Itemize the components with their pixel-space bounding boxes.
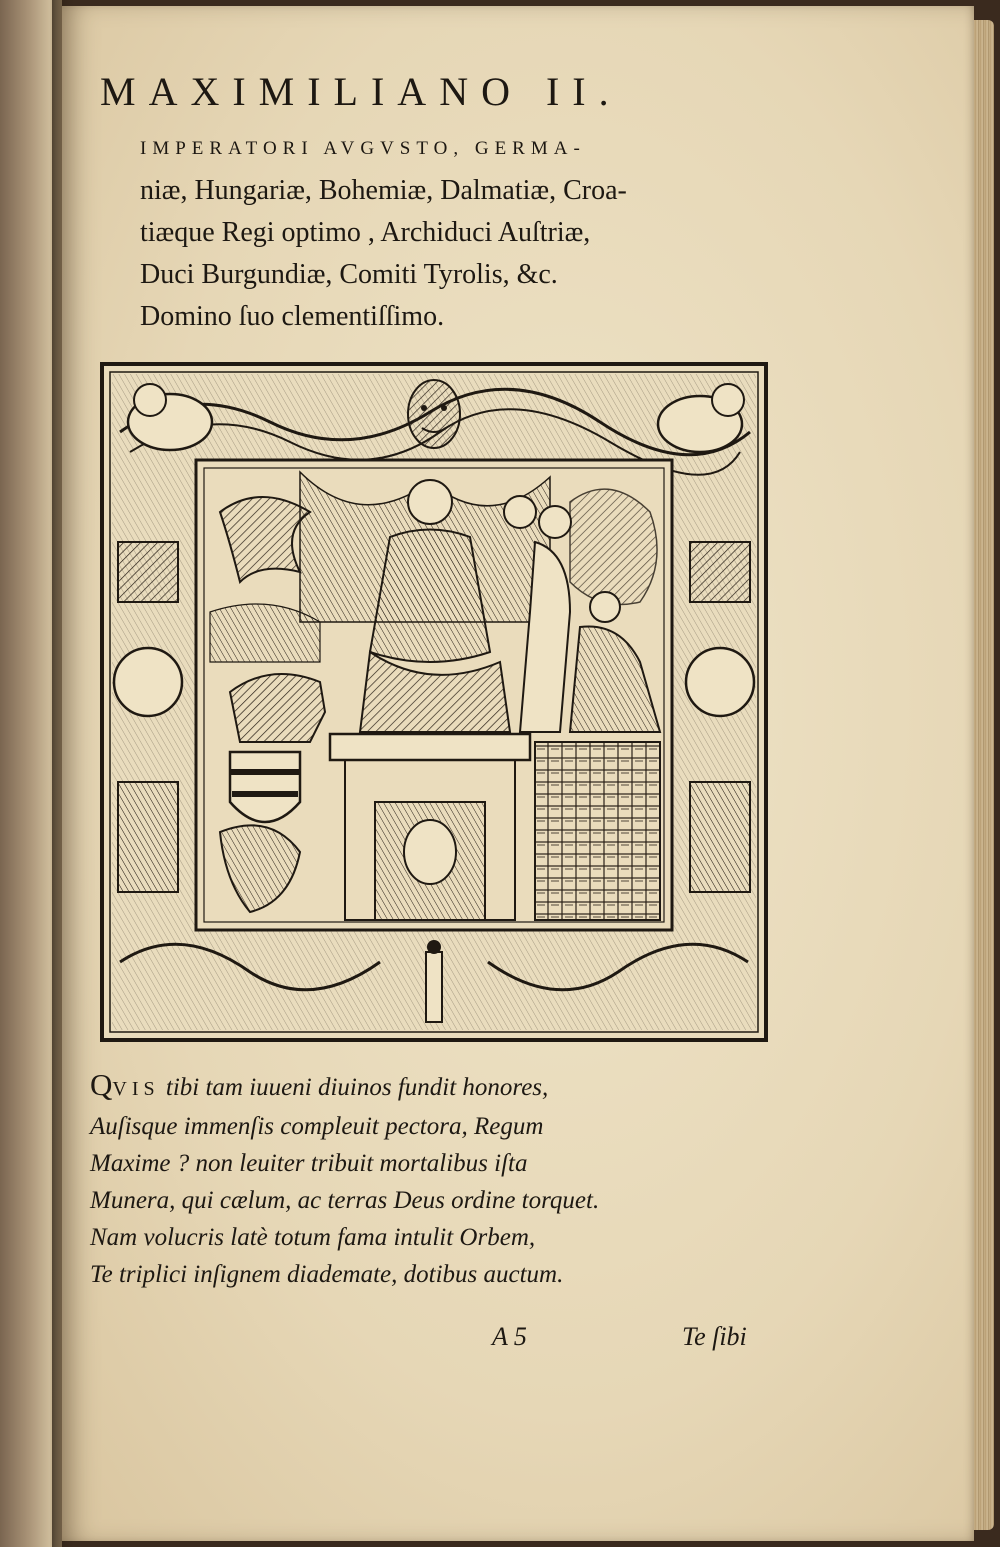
- latin-verse: [90, 1066, 790, 1293]
- dedication-line-4: Duci Burgundiæ, Comiti Tyrolis, &c.: [140, 259, 558, 290]
- page-stack-edge: [974, 20, 994, 1530]
- verse-line-3: Maxime ? non leuiter tribuit mortalibus iſta: [90, 1150, 528, 1177]
- page-title: MAXIMILIANO II.: [100, 69, 622, 114]
- dedication-line-1: IMPERATORI AVGVSTO, GERMA-: [140, 138, 586, 159]
- verse-line-4: Munera, qui cælum, ac terras Deus ordine torquet.: [90, 1187, 600, 1214]
- dedication: [140, 128, 840, 338]
- dedication-line-3: tiæque Regi optimo , Archiduci Auſtriæ,: [140, 217, 591, 248]
- verse-line-1: [90, 1066, 790, 1108]
- page-footer: [492, 1322, 792, 1352]
- signature-mark: A 5: [492, 1322, 527, 1351]
- verse-initial: Q: [90, 1067, 113, 1102]
- verse-line-6: Te triplici inſignem diademate, dotibus auctum.: [90, 1261, 564, 1288]
- verse-line-2: Auſisque immenſis compleuit pectora, Regum: [90, 1113, 544, 1140]
- woodcut-illustration: [100, 362, 768, 1042]
- catchword: Te ſibi: [682, 1322, 747, 1351]
- dedication-line-5: Domino ſuo clementiſſimo.: [140, 301, 445, 332]
- verse-line-1-text: tibi tam iuueni diuinos fundit honores,: [159, 1074, 549, 1101]
- verse-initial-rest: VIS: [112, 1078, 160, 1100]
- book-page: [62, 6, 974, 1541]
- dedication-line-2: niæ, Hungariæ, Bohemiæ, Dalmatiæ, Croa-: [140, 175, 627, 206]
- verse-line-5: Nam volucris latè totum fama intulit Orbem,: [90, 1224, 536, 1251]
